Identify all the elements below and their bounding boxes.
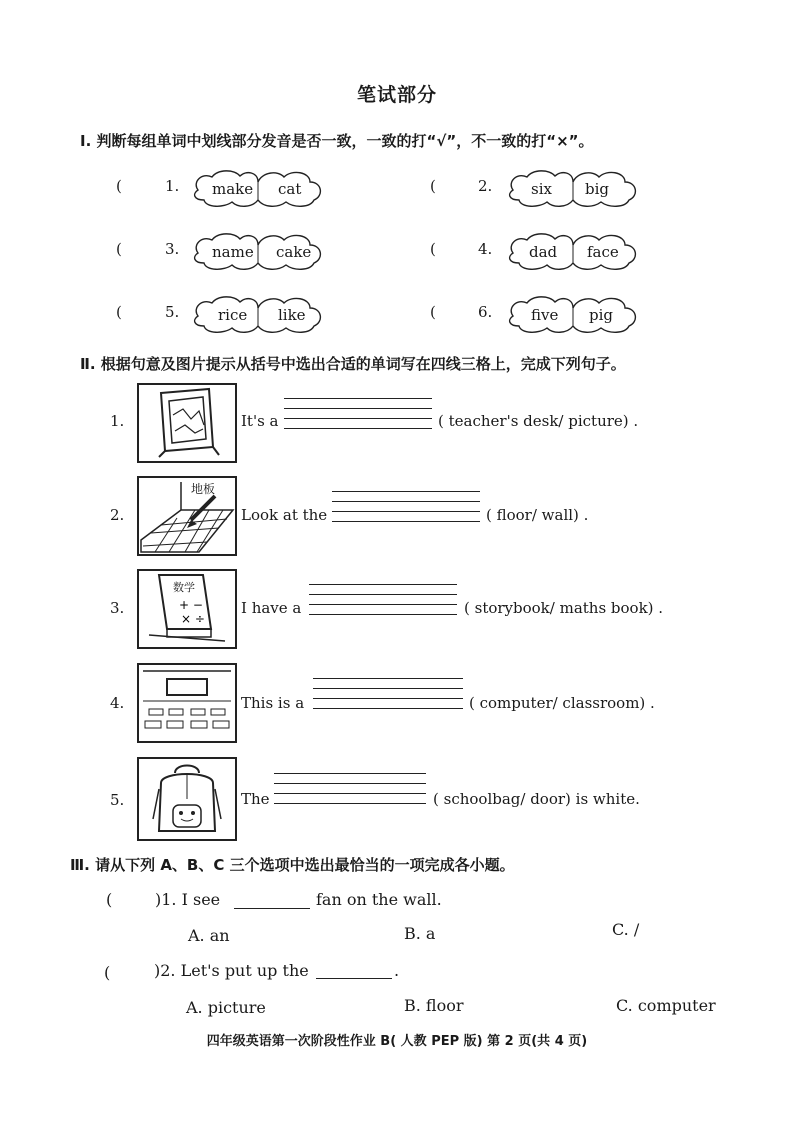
answer-paren[interactable]: (	[430, 303, 436, 321]
question-stem-start: )1. I see	[155, 890, 221, 909]
sentence-start: This is a	[241, 694, 305, 712]
page-title: 笔试部分	[356, 84, 437, 106]
item-number: 1.	[165, 177, 180, 195]
answer-paren[interactable]: (	[430, 177, 436, 195]
item-number: 6.	[478, 303, 493, 321]
item-number: 2.	[110, 506, 125, 524]
item-number: 5.	[110, 791, 125, 809]
image-label: 数学	[173, 581, 195, 594]
writing-lines[interactable]	[309, 584, 457, 624]
sentence-start: The	[241, 790, 270, 808]
word-1: six	[531, 180, 552, 198]
word-1: dad	[529, 243, 558, 261]
option-c[interactable]: C. computer	[616, 996, 716, 1015]
word-cloud	[190, 168, 325, 208]
sentence-options: ( schoolbag/ door) is white.	[433, 790, 640, 808]
maths-book-image	[137, 569, 237, 649]
writing-lines[interactable]	[274, 773, 426, 813]
word-1: rice	[218, 306, 248, 324]
answer-paren[interactable]: (	[106, 890, 113, 909]
image-label: 地板	[191, 482, 216, 496]
option-b[interactable]: B. a	[404, 924, 436, 943]
answer-paren[interactable]: (	[116, 240, 122, 258]
cloud-shape	[505, 294, 640, 334]
sentence-start: It's a	[241, 412, 279, 430]
sentence-options: ( computer/ classroom) .	[469, 694, 655, 712]
writing-lines[interactable]	[332, 491, 480, 531]
writing-lines[interactable]	[284, 398, 432, 438]
section-3-heading: Ⅲ. 请从下列 A、B、C 三个选项中选出最恰当的一项完成各小题。	[70, 856, 515, 874]
schoolbag-icon	[139, 759, 235, 839]
cloud-shape	[505, 168, 640, 208]
page-footer: 四年级英语第一次阶段性作业 B( 人教 PEP 版) 第 2 页(共 4 页)	[206, 1034, 588, 1049]
section-1-heading: Ⅰ. 判断每组单词中划线部分发音是否一致，一致的打“√”，不一致的打“×”。	[80, 132, 594, 150]
answer-paren[interactable]: (	[430, 240, 436, 258]
item-number: 3.	[165, 240, 180, 258]
word-2: cat	[278, 180, 302, 198]
floor-image	[137, 476, 237, 556]
question-stem-end: .	[394, 961, 400, 980]
word-1: make	[212, 180, 254, 198]
answer-paren[interactable]: (	[116, 177, 122, 195]
option-c[interactable]: C. /	[612, 920, 640, 939]
word-1: name	[212, 243, 254, 261]
word-2: face	[587, 243, 619, 261]
floor-tiles-icon	[139, 478, 235, 554]
word-cloud	[505, 231, 640, 271]
option-b[interactable]: B. floor	[404, 996, 464, 1015]
word-cloud	[505, 168, 640, 208]
word-2: cake	[276, 243, 312, 261]
sentence-start: Look at the	[241, 506, 328, 524]
cloud-shape	[190, 168, 325, 208]
classroom-icon	[139, 665, 235, 741]
word-2: big	[585, 180, 610, 198]
svg-text:× ÷: × ÷	[181, 612, 205, 626]
item-number: 4.	[478, 240, 493, 258]
item-number: 4.	[110, 694, 125, 712]
item-number: 3.	[110, 599, 125, 617]
sentence-options: ( teacher's desk/ picture) .	[438, 412, 639, 430]
item-number: 2.	[478, 177, 493, 195]
picture-frame-icon	[139, 385, 235, 461]
item-number: 1.	[110, 412, 125, 430]
answer-blank[interactable]	[234, 894, 310, 909]
writing-lines[interactable]	[313, 678, 463, 718]
sentence-options: ( floor/ wall) .	[486, 506, 589, 524]
classroom-image	[137, 663, 237, 743]
word-cloud	[190, 294, 325, 334]
sentence-start: I have a	[241, 599, 302, 617]
item-number: 5.	[165, 303, 180, 321]
answer-blank[interactable]	[316, 964, 392, 979]
word-cloud	[505, 294, 640, 334]
question-stem-end: fan on the wall.	[316, 890, 442, 909]
word-cloud	[190, 231, 325, 271]
word-2: like	[278, 306, 306, 324]
word-2: pig	[589, 306, 614, 324]
schoolbag-image	[137, 757, 237, 841]
sentence-options: ( storybook/ maths book) .	[464, 599, 664, 617]
svg-text:+ −: + −	[179, 598, 203, 612]
section-2-heading: Ⅱ. 根据句意及图片提示从括号中选出合适的单词写在四线三格上，完成下列句子。	[80, 355, 626, 373]
answer-paren[interactable]: (	[116, 303, 122, 321]
option-a[interactable]: A. an	[188, 926, 230, 945]
question-stem-start: )2. Let's put up the	[154, 961, 309, 980]
answer-paren[interactable]: (	[104, 963, 111, 982]
word-1: five	[531, 306, 559, 324]
cloud-shape	[505, 231, 640, 271]
picture-frame-image	[137, 383, 237, 463]
option-a[interactable]: A. picture	[186, 998, 266, 1017]
